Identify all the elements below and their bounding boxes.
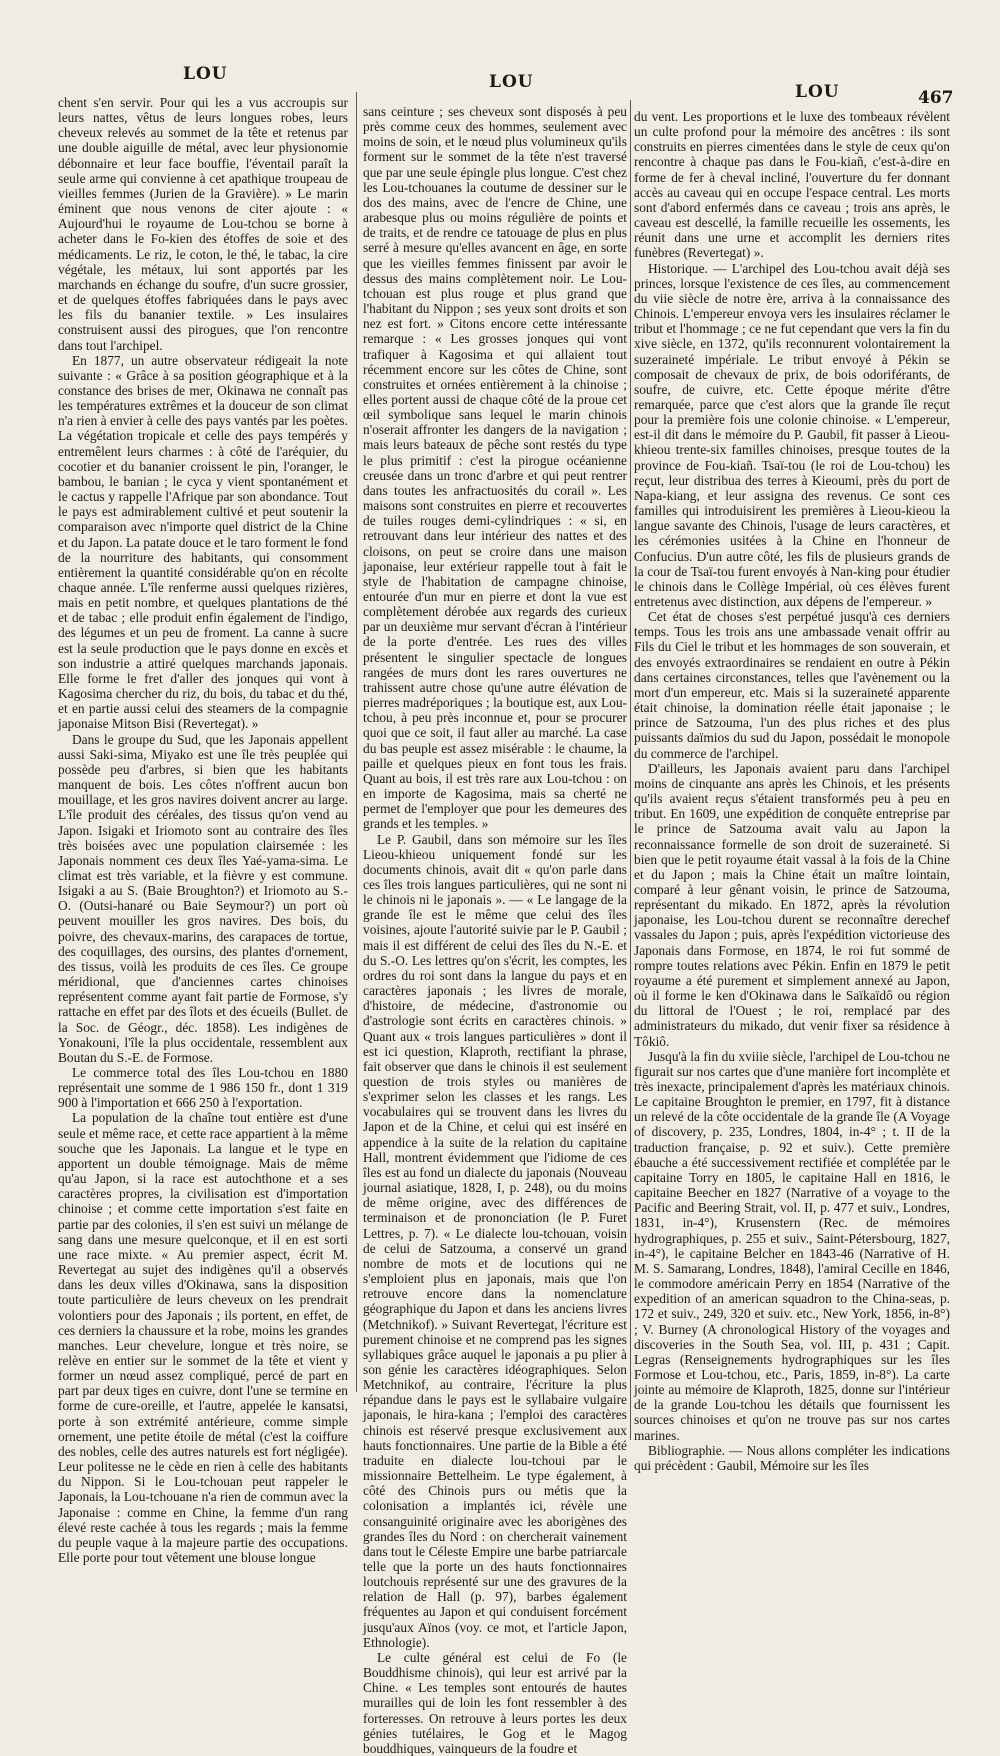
paragraph: Historique. — L'archipel des Lou-tchou avait déjà ses princes, lorsque l'existence de ces îles, au commencement du viie siècle de notre ère, arriva à la connaissance des Chinois. L'empereur envoya vers les insulaires réclamer le tribut et l'hommage ; ce ne fut cependant que vers la fin du xive siècle, en 1372, qu'ils reconnurent volontairement la suzeraineté impériale. Le tribut envoyé à Pékin se composait de chevaux de prix, de bois odoriférants, de soufre, de cuivre, etc. Cette époque mérite d'être remarquée, parce que c'est alors que la grande île reçut pour la première fois une colonie chinoise. « L'empereur, est-il dit dans le mémoire du P. Gaubil, fit passer à Lieou-khieou trente-six familles chinoises, presque toutes de la province de Fou-kiañ. Tsaï-tou (le roi de Lou-tchou) les reçut, leur distribua des terres à Kieoumi, près du port de Napa-kiang, et leur assigna des revenus. Ce sont ces familles qui introduisirent les premières à Lieou-kieou la langue savante des Chinois, l'usage de leurs caractères, et les cérémonies usitées à la Chine en l'honneur de Confucius. D'un autre côté, les fils de plusieurs grands de la cour de Tsaï-tou furent envoyés à Nan-king pour étudier le chinois dans le Collège Impérial, où ces élèves furent entretenus avec distinction, aux dépens de l'empereur. » [634,260,950,609]
paragraph: sans ceinture ; ses cheveux sont disposés à peu près comme ceux des hommes, seulement avec moins de soin, et le nœud plus volumineux qu'ils forment sur le sommet de la tête n'est traversé que par une seule épingle plus longue. C'est chez les Lou-tchouanes la coutume de dessiner sur le dos des mains, avec de l'encre de Chine, une arabesque plus ou moins régulière de points et de traits, et de rendre ce tatouage de plus en plus serré à mesure qu'elles avancent en âge, en sorte que les vieilles femmes finissent par avoir le dessus des mains complètement noir. Le Lou-tchouan est plus rouge et plus grand que l'habitant du Nippon ; ses yeux sont droits et son nez est fort. » Citons encore cette intéressante remarque : « Les grosses jonques qui vont trafiquer à Kagosima et qui allaient tout récemment encore sur les côtes de Chine, sont construites et ornées entièrement à la chinoise ; elles portent aussi de chaque côté de la proue cet œil symbolique sans lequel le marin chinois n'oserait affronter les dangers de la navigation ; mais leurs bateaux de pêche sont restés du type le plus primitif : c'est la pirogue océanienne creusée dans un tronc d'arbre et qui peut rentrer dans toutes les anfractuosités du corail ». Les maisons sont construites en pierre et recouvertes de tuiles rouges demi-cylindriques : « si, en retrouvant dans leur intérieur des nattes et des cloisons, on peut se croire dans une maison japonaise, leur extérieur rappelle tout à fait le style de l'habitation de campagne chinoise, entourée d'un mur en pierre et dont la vue est complètement dérobée aux regards des curieux par un deuxième mur servant d'écran à l'intérieur de la porte d'entrée. Les rues des villes présentent le singulier spectacle de longues rangées de murs dont les rares ouvertures ne trahissent autre chose qu'une autre élévation de pierres madréporiques ; la boutique est, aux Lou-tchou, à peu près inconnue et, pour se procurer quoi que ce soit, il faut aller au marché. La case du bas peuple est assez misérable : le chaume, la paille et quelques pieux en font tous les frais. Quant au bois, il est très rare aux Lou-tchou : on en importe de Kagosima, mais sa cherté ne permet de l'employer que pour les demeures des grands et les temples. » [363,104,627,832]
running-header-right: LOU [795,82,840,102]
paragraph: Jusqu'à la fin du xviiie siècle, l'archipel de Lou-tchou ne figurait sur nos cartes que d'une manière fort incomplète et très inexacte, principalement d'après les matériaux chinois. Le capitaine Broughton le premier, en 1797, fit à distance un relevé de la côte occidentale de la grande île (A Voyage of discovery, p. 235, Londres, 1804, in-4° ; t. II de la traduction française, p. 92 et suiv.). Cette première ébauche a été successivement rectifiée et complétée par le capitaine Torry en 1805, le capitaine Hall en 1816, le capitaine Beecher en 1827 (Narrative of a voyage to the Pacific and Beering Strait, vol. II, p. 477 et suiv., Londres, 1831, in-4°), Krusenstern (Rec. de mémoires hydrographiques, p. 255 et suiv., Saint-Pétersbourg, 1827, in-4°), le capitaine Belcher en 1843-46 (Narrative of H. M. S. Samarang, Londres, 1848), l'amiral Cecille en 1846, le commodore américain Perry en 1854 (Narrative of the expedition of an american squadron to the China-seas, p. 172 et suiv., 249, 320 et suiv. etc., New York, 1856, in-8°) ; V. Burney (A chronological History of the voyages and discoveries in the South Sea, vol. III, p. 431 ; Capit. Legras (Renseignements hydrographiques sur les îles Formose et Lou-tchou, etc., Paris, 1859, in-8°). La carte jointe au mémoire de Klaproth, 1825, donne sur l'intérieur de la grande Lou-tchou les détails que fournissent les sources chinoises et qu'on ne trouve pas sur nos cartes marines. [634,1048,950,1443]
paragraph: Le commerce total des îles Lou-tchou en 1880 représentait une somme de 1 986 150 fr., dont 1 319 900 à l'importation et 666 250 à l'exportation. [58,1065,348,1111]
paragraph: En 1877, un autre observateur rédigeait la note suivante : « Grâce à sa position géographique et à la constance des brises de mer, Okinawa ne connaît pas les températures extrêmes et la douceur de son climat n'a rien à envier à celle des pays vantés par les poètes. La végétation tropicale et celle des pays tempérés y entremêlent leurs charmes : à côté de l'aréquier, du cocotier et du bananier croissent le pin, l'oranger, le bambou, le banian ; le cyca y vient spontanément et le cactus y rappelle l'Afrique par son abondance. Tout le pays est admirablement cultivé et peut soutenir la comparaison avec n'importe quel district de la Chine et du Japon. La patate douce et le taro forment le fond de la nourriture des habitants, qui consomment entièrement la quantité considérable qu'on en récolte chaque année. L'île renferme aussi quelques rizières, mais en petit nombre, et quelques plantations de thé et de tabac ; elle produit enfin également de l'indigo, des légumes et un peu de froment. La canne à sucre est la seule production que le pays donne en excès et son industrie a attiré quelques marchands japonais. Elle forme le fret d'aller des jonques qui vont à Kagosima chercher du riz, du bois, du tabac et du thé, et en partie aussi celui des steamers de la compagnie japonaise Mitson Bisi (Revertegat). » [58,352,348,732]
paragraph: Bibliographie. — Nous allons compléter les indications qui précèdent : Gaubil, Mémoire sur les îles [634,1442,950,1473]
paragraph: du vent. Les proportions et le luxe des tombeaux révèlent un culte profond pour la mémoire des ancêtres : ils sont construits en pierres cimentées dans le style de ceux qu'on rencontre à chaque pas dans le Fou-kiañ, c'est-à-dire en forme de fer à cheval incliné, l'ouverture du fer donnant accès au caveau qui en occupe l'espace central. Les morts sont d'abord enfermés dans ce caveau ; trois ans après, le caveau est descellé, la famille recueille les ossements, les réunit dans une urne et accomplit les derniers rites funèbres (Revertegat) ». [634,109,950,261]
paragraph: Cet état de choses s'est perpétué jusqu'à ces derniers temps. Tous les trois ans une ambassade venait offrir au Fils du Ciel le tribut et les hommages de son souverain, et des envoyés extraordinaires se rendaient en outre à Pékin dans certaines circonstances, telles que l'avènement ou la mort d'un empereur, etc. Mais si la suzeraineté apparente était chinoise, la domination réelle était japonaise ; le prince de Satzouma, l'un des plus riches et des plus puissants daïmios du sud du Japon, possédait le monopole du commerce de l'archipel. [634,609,950,761]
page-number: 467 [918,88,954,108]
running-header-left: LOU [183,64,228,84]
text-column-3 [634,109,950,1473]
paragraph: La population de la chaîne tout entière est d'une seule et même race, et cette race appartient à la même souche que les Japonais. La langue et le type en apportent un double témoignage. Mais de même qu'au Japon, si la race est autochthone et a ses caractères propres, la civilisation est d'importation chinoise ; et comme cette importation s'est faite en partie par des colonies, il s'en est suivi un mélange de sang dans une mesure quelconque, et il en est sorti une race mixte. « Au premier aspect, écrit M. Revertegat au sujet des indigènes qu'il a observés dans les deux villes d'Okinawa, sans la disposition toute particulière de leurs cheveux on les prendrait volontiers pour des Japonais ; ils portent, en effet, de ces derniers la chaussure et la robe, moins les grandes manches. Leur chevelure, longue et très noire, se relève en entier sur le sommet de la tête et vient y former un nœud assez compliqué, percé de part en part par deux tiges en cuivre, dont l'une se termine en forme de cure-oreille, et l'autre, appelée le kansatsi, porte à son extrémité antérieure, comme simple ornement, une petite étoile de métal (c'est la coiffure des nobles, celle des autres naturels est fort négligée). Leur politesse ne le cède en rien à celle des habitants du Nippon. Si le Lou-tchouan peut rappeler le Japonais, la Lou-tchouane n'a rien de commun avec la Japonaise : comme en Chine, la femme d'un rang élevé reste cachée à tous les regards ; mais la femme du peuple vaque à la majeure partie des occupations. Elle porte pour tout vêtement une blouse longue [58,1110,348,1565]
column-divider [356,92,357,1392]
running-header-center: LOU [489,72,534,92]
text-column-2 [363,104,627,1756]
text-column-1 [58,95,348,1565]
paragraph: D'ailleurs, les Japonais avaient paru dans l'archipel moins de cinquante ans après les Chinois, et les présents qu'ils avaient reçus s'étaient transformés peu à peu en tribut. En 1609, une expédition de conquête entreprise par le prince de Satzouma avait valu au Japon la reconnaissance formelle de son droit de suzeraineté. Si bien que le petit royaume était vassal à la fois de la Chine et du Japon ; mais la Chine était un maître lointain, comparé à leur gênant voisin, le prince de Satzouma, représentant du mikado. En 1872, après la révolution japonaise, les Lou-tchou durent se reconnaître derechef vassales du Japon ; puis, après l'expédition victorieuse des Japonais dans Formose, en 1874, le roi fut sommé de rompre toutes relations avec Pékin. Enfin en 1879 le petit royaume a été purement et simplement annexé au Japon, où il forme le ken d'Okinawa dans le Saïkaïdô ou région du littoral de l'Ouest ; le roi, remplacé par des administrateurs du mikado, dut venir fixer sa résidence à Tôkiô. [634,760,950,1049]
paragraph: chent s'en servir. Pour qui les a vus accroupis sur leurs nattes, vêtus de leurs longues robes, leurs cheveux relevés au sommet de la tête et retenus par une double aiguille de métal, avec leur physionomie débonnaire et leur face bouffie, l'éventail paraît la seule arme qui convienne à cet apathique troupeau de vieilles femmes (Jurien de la Gravière). » Le marin éminent que nous venons de citer ajoute : « Aujourd'hui le royaume de Lou-tchou se borne à acheter dans le Fo-kien des étoffes de soie et des médicaments. Le riz, le coton, le thé, le tabac, la cire végétale, les métaux, lui sont apportés par les marchands en échange du soufre, d'un sucre grossier, et de quelques étoffes fabriquées dans le pays avec les fils du bananier textile. » Les insulaires construisent aussi des pirogues, que l'on rencontre dans tout l'archipel. [58,95,348,353]
paragraph: Le P. Gaubil, dans son mémoire sur les îles Lieou-khieou uniquement fondé sur les documents chinois, avait dit « qu'on parle dans ces îles trois langues particulières, qui ne sont ni le chinois ni le japonais ». — « Le langage de la grande île est le même que celui des îles voisines, ajoute l'autorité suivie par le P. Gaubil ; mais il est différent de celui des îles du N.-E. et du S.-O. Les lettres qu'on s'écrit, les comptes, les ordres du roi sont dans la langue du pays et en caractères japonais ; les livres de morale, d'histoire, de médecine, d'astronomie ou d'astrologie sont écrits en caractères chinois. » Quant aux « trois langues particulières » dont il est ici question, Klaproth, rectifiant la phrase, fait observer que dans le chinois il est seulement question de trois styles ou manières de s'exprimer selon les classes et les rangs. Les vocabulaires qui se trouvent dans les livres du Japon et de la Chine, et celui qui est inséré en appendice à la suite de la relation du capitaine Hall, montrent évidemment que l'idiome de ces îles est au fond un dialecte du japonais (Nouveau journal asiatique, 1828, I, p. 248), ou du moins de même origine, avec des différences de terminaison et de prononciation (le P. Furet Lettres, p. 7). « Le dialecte lou-tchouan, voisin de celui de Satzouma, a conservé un grand nombre de mots et de locutions qui ne s'emploient plus en japonais, mais que l'on retrouve encore dans la nomenclature géographique du Japon et dans les anciens livres (Metchnikof). » Suivant Revertegat, l'écriture est purement chinoise et ne comprend pas les signes syllabiques grâce auquel le japonais a pu plier à son génie les caractères idéographiques. Selon Metchnikof, au contraire, l'écriture la plus répandue dans le pays est le syllabaire vulgaire japonais, le hira-kana ; l'emploi des caractères chinois est réservé presque exclusivement aux hauts fonctionnaires. Une partie de la Bible a été traduite en dialecte lou-tchoui par le missionnaire Bettelheim. Le type également, à côté des Chinois purs ou métis que la colonisation a implantés ici, révèle une consanguinité originaire avec les aborigènes des grandes îles du Nord : on chercherait vainement dans tout le Céleste Empire une barbe patriarcale telle que la porte un des hauts fonctionnaires loutchouis représenté sur une des gravures de la relation de Hall (p. 97), barbes également fréquentes au Japon et qui conduisent forcément jusqu'aux Aïnos (voy. ce mot, et l'article Japon, Ethnologie). [363,831,627,1650]
paragraph: Le culte général est celui de Fo (le Bouddhisme chinois), qui leur est arrivé par la Chine. « Les temples sont entourés de hautes murailles qui de loin les font ressembler à des forteresses. On retrouve à leurs portes les deux génies tutélaires, le Gog et le Magog bouddhiques, vainqueurs de la foudre et [363,1649,627,1756]
column-divider [630,100,631,1440]
paragraph: Dans le groupe du Sud, que les Japonais appellent aussi Saki-sima, Miyako est une île très peuplée qui possède peu d'arbres, si bien que les habitants manquent de bois. Les côtes n'offrent aucun bon mouillage, et les gros navires doivent ancrer au large. L'île produit des céréales, des tissus qu'on vend au Japon. Isigaki et Iriomoto sont au contraire des îles très boisées avec une population clairsemée : les Japonais nomment ces deux îles Yaé-yama-sima. Le climat est très variable, et la fièvre y est commune. Isigaki a au S. (Baie Broughton?) et Iriomoto au S.-O. (Outsi-hanaré ou Baie Seymour?) un port où peuvent mouiller les gros navires. Des bois, du poivre, des chevaux-marins, des carapaces de tortue, des coquillages, des oursins, des plantes d'ornement, des tissus, voilà les produits de ces îles. Ce groupe méridional, que d'anciennes cartes chinoises représentent comme ayant fait partie de Formose, s'y rattache en effet par des îlots et des écueils (Bullet. de la Soc. de Géogr., déc. 1858). Les indigènes de Yonakouni, l'île la plus occidentale, ressemblent aux Boutan du S.-E. de Formose. [58,731,348,1065]
